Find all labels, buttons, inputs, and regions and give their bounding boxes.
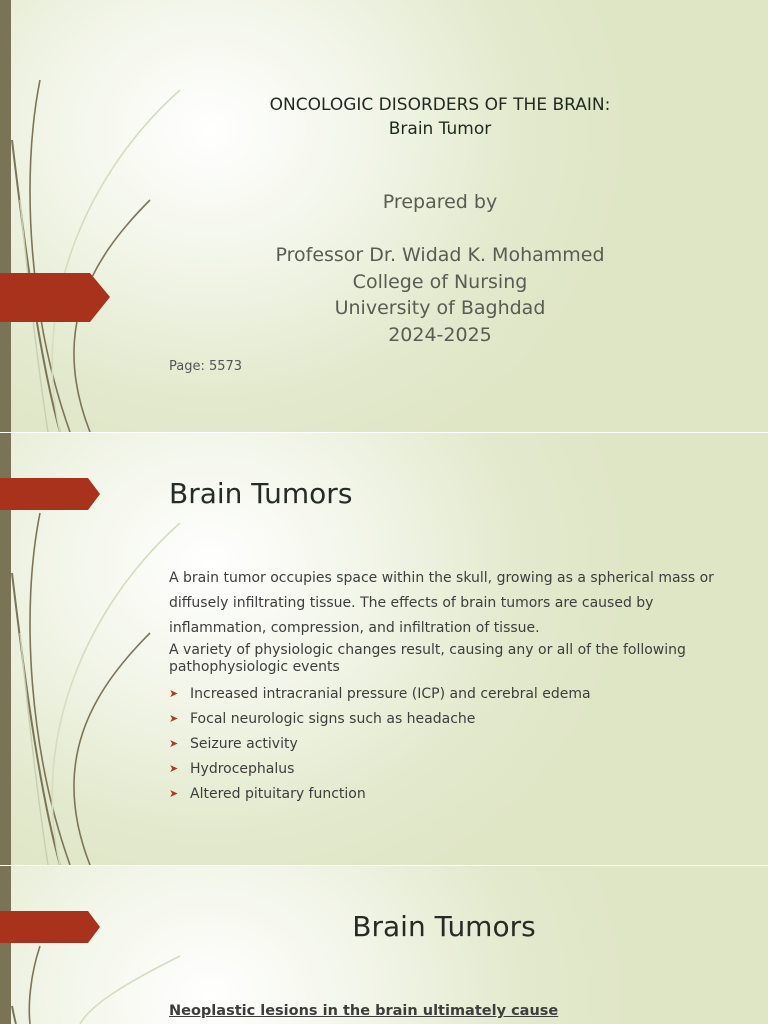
accent-tab [0, 478, 100, 510]
list-item: ➤ Increased intracranial pressure (ICP) and cerebral edema [169, 686, 591, 702]
slide-heading: Brain Tumors [352, 910, 536, 943]
intro-paragraphs [169, 566, 729, 676]
arrowhead-bullet-icon: ➤ [169, 712, 179, 725]
arrowhead-bullet-icon: ➤ [169, 687, 179, 700]
decorative-curves [0, 866, 200, 1024]
accent-tab [0, 911, 100, 943]
deck-title: ONCOLOGIC DISORDERS OF THE BRAIN: [269, 95, 611, 115]
list-item: ➤ Focal neurologic signs such as headache [169, 711, 476, 727]
list-item: ➤ Hydrocephalus [169, 761, 295, 777]
slide-subheading: Neoplastic lesions in the brain ultimately cause [169, 1003, 559, 1019]
slide-heading: Brain Tumors [169, 477, 353, 510]
arrowhead-bullet-icon: ➤ [169, 762, 179, 775]
page-number: Page: 5573 [169, 359, 243, 374]
paragraph-1: A brain tumor occupies space within the skull, growing as a spherical mass or diffusely infiltrating tissue. The effects of brain tumors are caused by inflammation, compression, and infiltration of tissue. [169, 570, 714, 636]
list-item: ➤ Seizure activity [169, 736, 298, 752]
slide-1 [0, 0, 768, 432]
bullet-list [169, 684, 591, 809]
arrowhead-bullet-icon: ➤ [169, 737, 179, 750]
deck-subtitle: Brain Tumor [388, 119, 492, 139]
academic-year: 2024-2025 [388, 324, 492, 346]
prepared-by-label: Prepared by [382, 191, 498, 213]
author-name: Professor Dr. Widad K. Mohammed [275, 244, 605, 266]
college-name: College of Nursing [352, 271, 528, 293]
arrowhead-bullet-icon: ➤ [169, 787, 179, 800]
paragraph-2: A variety of physiologic changes result, causing any or all of the following pathophysiologic events [169, 642, 686, 675]
list-item: ➤ Altered pituitary function [169, 786, 366, 802]
slide-3 [0, 866, 768, 1024]
accent-tab [0, 273, 110, 322]
university-name: University of Baghdad [334, 297, 546, 319]
